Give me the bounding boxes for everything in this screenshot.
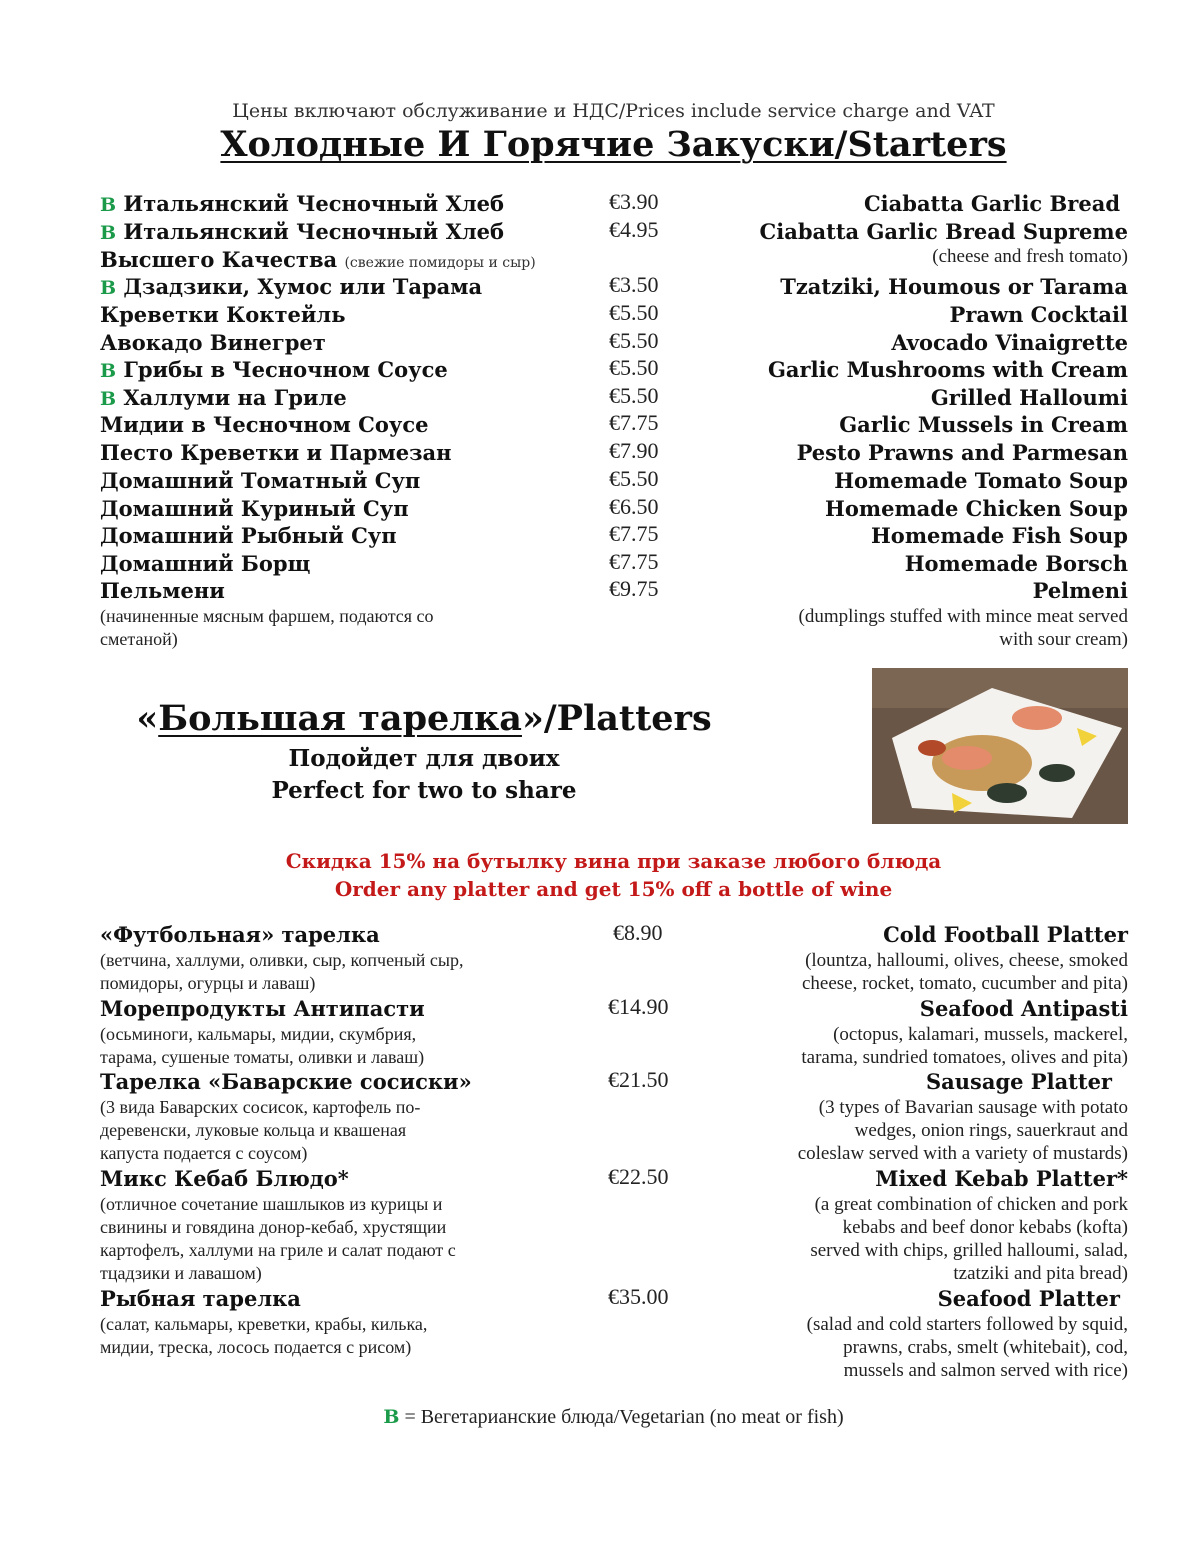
item-price: €22.50	[608, 1164, 669, 1189]
item-price: €9.75	[609, 576, 659, 601]
platter-photo	[872, 668, 1128, 824]
item-en: Seafood Antipasti	[919, 996, 1128, 1021]
item-price: €35.00	[608, 1284, 669, 1309]
item-en-note: (cheese and fresh tomato)	[932, 246, 1128, 267]
item-ru: Авокадо Винегрет	[100, 330, 326, 355]
item-en: Garlic Mushrooms with Cream	[768, 357, 1128, 382]
item-en: Prawn Cocktail	[949, 302, 1128, 327]
item-en: Pesto Prawns and Parmesan	[796, 440, 1128, 465]
item-price: €3.90	[609, 189, 659, 214]
item-ru: В Дзадзики, Хумос или Тарама	[100, 274, 483, 299]
item-ru: Морепродукты Антипасти	[100, 996, 425, 1021]
platters-subtitle-en: Perfect for two to share	[271, 777, 577, 804]
veg-badge: В	[100, 277, 117, 299]
item-price: €14.90	[608, 994, 669, 1019]
item-price: €8.90	[613, 920, 663, 945]
item-ru: Креветки Коктейль	[100, 302, 346, 327]
item-en: Tzatziki, Houmous or Tarama	[780, 274, 1128, 299]
item-price: €3.50	[609, 272, 659, 297]
item-ru: Домашний Томатный Суп	[100, 468, 421, 493]
item-en-desc: (lountza, halloumi, olives, cheese, smoked cheese, rocket, tomato, cucumber and pita)	[801, 950, 1128, 994]
item-ru: «Футбольная» тарелка	[100, 922, 380, 947]
platters-subtitle-ru: Подойдет для двоих	[288, 745, 560, 772]
item-ru-desc: (салат, кальмары, креветки, крабы, килька, мидии, треска, лосось подается с рисом)	[100, 1314, 428, 1357]
item-ru: Рыбная тарелка	[100, 1286, 301, 1311]
item-ru-line2: Высшего Качества (свежие помидоры и сыр)	[100, 247, 536, 272]
item-ru: Мидии в Чесночном Соусе	[100, 412, 429, 437]
item-price: €21.50	[608, 1067, 669, 1092]
item-price: €5.50	[609, 300, 659, 325]
item-en-desc: (salad and cold starters followed by squid, prawns, crabs, smelt (whitebait), cod, mussels and salmon served with rice)	[806, 1314, 1128, 1381]
item-price: €5.50	[609, 328, 659, 353]
item-ru: Тарелка «Баварские сосиски»	[100, 1069, 472, 1094]
item-en-desc: (a great combination of chicken and pork kebabs and beef donor kebabs (kofta) served with chips, grilled halloumi, salad, tzatziki and pita bread)	[810, 1194, 1128, 1284]
item-price: €6.50	[609, 494, 659, 519]
promo-en: Order any platter and get 15% off a bottle of wine	[334, 877, 893, 901]
platters-title: «Большая тарелка»/Platters	[136, 698, 712, 739]
item-ru-desc: (осьминоги, кальмары, мидии, скумбрия, тарама, сушеные томаты, оливки и лаваш)	[100, 1024, 425, 1067]
item-price: €5.50	[609, 383, 659, 408]
item-price: €7.90	[609, 438, 659, 463]
price-note: Цены включают обслуживание и НДС/Prices include service charge and VAT	[232, 100, 995, 122]
item-en: Cold Football Platter	[883, 922, 1128, 947]
item-ru: Домашний Куриный Суп	[100, 496, 409, 521]
vegetarian-legend: В = Вегетарианские блюда/Vegetarian (no meat or fish)	[383, 1406, 844, 1428]
item-en: Avocado Vinaigrette	[891, 330, 1128, 355]
item-en: Seafood Platter	[937, 1286, 1120, 1311]
item-ru-desc: (отличное сочетание шашлыков из курицы и свинины и говядина донор-кебаб, хрустящии картофелъ, халлуми на гриле и салат подают с тцадзики и лавашом)	[100, 1194, 456, 1283]
item-en: Ciabatta Garlic Bread Supreme	[759, 219, 1128, 244]
item-ru: В Итальянский Чесночный Хлеб	[100, 191, 505, 216]
item-ru: Песто Креветки и Пармезан	[100, 440, 452, 465]
item-price: €7.75	[609, 410, 659, 435]
item-ru: Пельмени	[100, 578, 225, 603]
item-price: €4.95	[609, 217, 659, 242]
item-ru: В Халлуми на Гриле	[100, 385, 347, 410]
veg-badge: В	[383, 1406, 400, 1428]
veg-badge: В	[100, 194, 117, 216]
item-price: €7.75	[609, 549, 659, 574]
item-en: Homemade Borsch	[904, 551, 1128, 576]
item-ru-desc: (начиненные мясным фаршем, подаются со сметаной)	[100, 606, 434, 649]
item-price: €5.50	[609, 355, 659, 380]
veg-badge: В	[100, 388, 117, 410]
item-en: Mixed Kebab Platter*	[875, 1166, 1128, 1191]
item-ru: В Итальянский Чесночный Хлеб	[100, 219, 505, 244]
item-en-desc: (dumplings stuffed with mince meat served with sour cream)	[798, 606, 1128, 650]
item-en-desc: (octopus, kalamari, mussels, mackerel, tarama, sundried tomatoes, olives and pita)	[801, 1024, 1128, 1068]
item-price: €5.50	[609, 466, 659, 491]
item-en: Pelmeni	[1032, 578, 1128, 603]
item-ru-desc: (3 вида Баварских сосисок, картофель по- деревенски, луковые кольца и квашеная капуста подается с соусом)	[100, 1097, 421, 1163]
item-ru: Домашний Рыбный Суп	[100, 523, 397, 548]
item-ru: В Грибы в Чесночном Соусе	[100, 357, 448, 382]
item-en: Homemade Tomato Soup	[834, 468, 1128, 493]
item-en: Garlic Mussels in Cream	[839, 412, 1128, 437]
item-en: Sausage Platter	[925, 1069, 1112, 1094]
promo-ru: Скидка 15% на бутылку вина при заказе любого блюда	[285, 849, 942, 873]
item-price: €7.75	[609, 521, 659, 546]
item-en: Grilled Halloumi	[930, 385, 1128, 410]
item-ru-desc: (ветчина, халлуми, оливки, сыр, копченый сыр, помидоры, огурцы и лаваш)	[100, 950, 464, 993]
item-en: Ciabatta Garlic Bread	[863, 191, 1120, 216]
item-en: Homemade Chicken Soup	[825, 496, 1128, 521]
item-ru: Домашний Борщ	[100, 551, 311, 576]
item-en: Homemade Fish Soup	[870, 523, 1128, 548]
starters-title: Холодные И Горячие Закуски/Starters	[220, 124, 1007, 165]
veg-badge: В	[100, 222, 117, 244]
item-en-desc: (3 types of Bavarian sausage with potato wedges, onion rings, sauerkraut and coleslaw served with a variety of mustards)	[797, 1097, 1128, 1164]
veg-badge: В	[100, 360, 117, 382]
item-ru: Микс Кебаб Блюдо*	[100, 1166, 349, 1191]
